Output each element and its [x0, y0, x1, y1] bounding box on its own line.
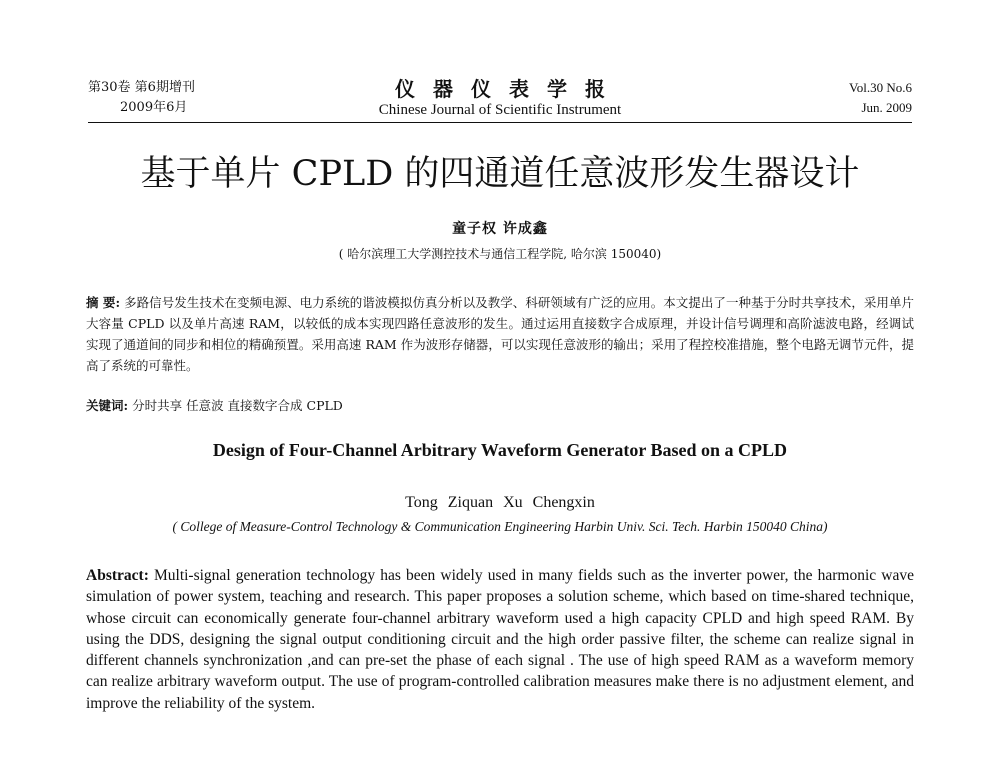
authors-cn: 童子权 许成鑫: [452, 221, 548, 237]
authors-en: Tong Ziquan Xu Chengxin: [405, 494, 595, 511]
journal-name: [88, 78, 912, 120]
abstract-en: Abstract: Multi-signal generation technology has been widely used in many fields such as the inverter power, the harmonic wave simulation of power system, teaching and research. This paper proposes a solution scheme, which based on time-shared technique, whose circuit can economically generate four-channel arbitrary waveform used a high capacity CPLD and high speed RAM. By using the DDS, designing the signal output conditioning circuit and the high order passive filter, the scheme can realize signal in different channels synchronization ,and can pre-set the phase of each signal . The use of high speed RAM as a waveform memory can realize arbitrary waveform output. The use of program-controlled calibration measures make there is no adjustment element, and improve the reliability of the system.: [86, 567, 914, 712]
keywords-cn-label: 关键词:: [86, 398, 129, 413]
header-right: [849, 78, 912, 118]
abstract-cn: [86, 292, 914, 376]
date-en: Jun. 2009: [861, 100, 912, 115]
abstract-en-label: Abstract: [86, 567, 144, 584]
abstract-cn-text: 多路信号发生技术在变频电源、电力系统的谐波模拟仿真分析以及教学、科研领域有广泛的应用。本文提出了一种基于分时共享技术，采用单片大容量 CPLD 以及单片高速 RAM，以较低的成本实现四路任意波形的发生。通过运用直接数字合成原理，并设计信号调理和高阶滤波电路，经调试实现了通道间的同步和相位的精确预置。采用高速 RAM 作为波形存储器，可以实现任意波形的输出；采用了程控校准措施，整个电路无调节元件，提高了系统的可靠性。: [86, 295, 914, 373]
volume-issue-cn: 第30卷 第6期增刊: [88, 80, 195, 95]
keywords-cn-text: 分时共享 任意波 直接数字合成 CPLD: [132, 398, 343, 413]
abstract-en-text: Multi-signal generation technology has been widely used in many fields such as the inverter power, the harmonic wave simulation of power system, teaching and research. This paper proposes a solution scheme, which based on time-shared technique, whose circuit can economically generate four-channel arbitrary waveform used a high capacity CPLD and high speed RAM. By using the DDS, designing the signal output conditioning circuit and the high order passive filter, the scheme can realize signal in different channels synchronization ,and can pre-set the phase of each signal . The use of high speed RAM as a waveform memory can realize arbitrary waveform output. The use of program-controlled calibration measures make there is no adjustment element, and improve the reliability of the system.: [86, 567, 914, 712]
affiliation-en: ( College of Measure-Control Technology & Communication Engineering Harbin Univ. Sci. Tech. Harbin 150040 China): [172, 519, 828, 534]
keywords-cn: [86, 395, 914, 416]
affiliation-cn: ( 哈尔滨理工大学测控技术与通信工程学院, 哈尔滨 150040): [338, 247, 662, 261]
paper-title-en: Design of Four-Channel Arbitrary Waveform Generator Based on a CPLD: [212, 440, 788, 460]
journal-name-cn: 仪器仪表学报: [395, 77, 623, 101]
journal-name-en: Chinese Journal of Scientific Instrument: [378, 102, 622, 118]
header-rule: [88, 122, 912, 123]
paper-title-cn: 基于单片 CPLD 的四通道任意波形发生器设计: [140, 154, 860, 194]
running-header: [88, 78, 912, 124]
abstract-cn-label: 摘 要:: [86, 295, 121, 310]
volume-issue-en: Vol.30 No.6: [849, 80, 912, 95]
date-cn: 2009年6月: [120, 100, 188, 115]
